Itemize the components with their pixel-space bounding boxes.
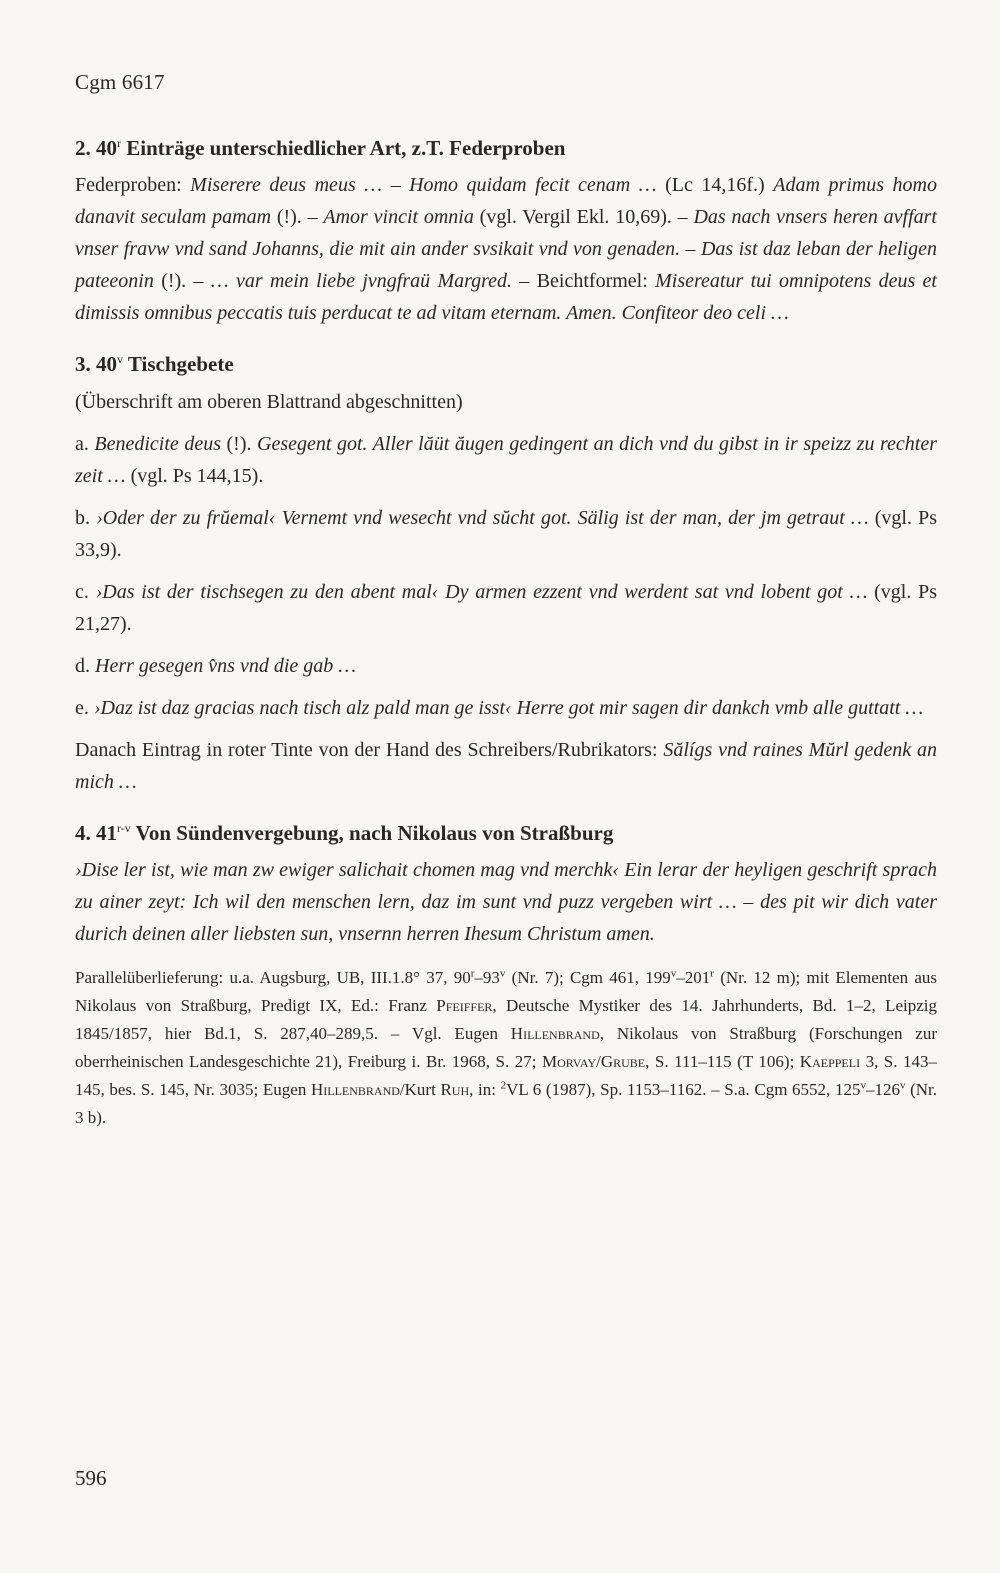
italic-text: … var mein liebe jvngfraü Margred. (210, 270, 513, 293)
italic-text: Misereatur tui omnipotens deus et dimissis omnibus peccatis tuis perducat te ad vitam eternam. Amen. Confiteor deo celi … (75, 270, 937, 325)
text-run: –126 (865, 1079, 900, 1099)
folio-side: r (117, 136, 121, 150)
text-run: –201 (676, 967, 711, 987)
text-run: (Nr. 7); Cgm 461, 199 (505, 967, 671, 987)
text-run: /Kurt (399, 1079, 441, 1099)
text-run: d. (75, 654, 95, 677)
bibliographic-note (75, 964, 937, 1132)
text-run: a. (75, 432, 95, 455)
entry-number: 3. 40 (75, 352, 117, 377)
catalog-entry (75, 351, 937, 797)
superscript: v (899, 1079, 906, 1092)
folio-side: r-v (117, 820, 131, 835)
text-run: (Lc 14,16f.) (656, 174, 774, 197)
superscript: v (670, 967, 677, 980)
entry-paragraph (75, 386, 937, 418)
entry-heading (75, 351, 937, 377)
text-run: (vgl. Ps 21,27). (75, 580, 937, 635)
italic-text: Das nach vnsers heren avffart vnser fravw vnd sand Johanns, die mit ain ander svsikait vnd von genaden. – Das ist daz leban der heligen pateeonin (75, 206, 937, 293)
list-item (75, 428, 937, 492)
catalog-entries (75, 135, 937, 1132)
entry-title: Von Sündenvergebung, nach Nikolaus von Straßburg (135, 820, 614, 845)
italic-text: ›Daz ist daz gracias nach tisch alz pald man ge isst‹ Herre got mir sagen dir dankch vmb alle guttatt … (93, 696, 924, 719)
italic-text: Herr gesegen v̂ns vnd die gab … (95, 654, 357, 677)
catalog-entry (75, 820, 937, 1132)
italic-text: Miserere deus meus … – Homo quidam fecit cenam … (190, 174, 657, 197)
entry-heading (75, 135, 937, 161)
italic-text: Amor vincit omnia (323, 206, 474, 229)
italic-text: Sălígs vnd raines Mŭrl gedenk an mich … (75, 738, 938, 793)
entry-number: 2. 40 (75, 136, 117, 160)
text-run: e. (75, 696, 94, 719)
entry-paragraph (75, 169, 937, 329)
text-run: Ruh (440, 1079, 470, 1099)
list-item (75, 502, 937, 566)
text-run: Hillenbrand (310, 1079, 400, 1099)
text-run: (!). – (271, 206, 324, 229)
text-run: VL 6 (1987), Sp. 1153–1162. – S.a. Cgm 6552, 125 (506, 1079, 861, 1099)
page-number: 596 (75, 1466, 107, 1490)
entry-paragraph (75, 854, 937, 950)
text-run: c. (75, 580, 96, 603)
catalog-entry (75, 135, 937, 329)
entry-number: 4. 41 (75, 820, 117, 845)
italic-text: Gesegent got. Aller lăüt ăugen gedingent an dich vnd du gibst in ir speizz zu rechter zeit … (75, 432, 937, 487)
italic-text: Benedicite deus (94, 432, 221, 455)
text-run: (Nr. 3 b). (75, 1079, 938, 1127)
text-run: – Beichtformel: (512, 270, 656, 293)
superscript: v (860, 1079, 866, 1092)
list-item (75, 650, 937, 682)
text-run: Morvay/Grube (541, 1051, 646, 1071)
list-item (75, 692, 937, 724)
text-run: (vgl. Vergil Ekl. 10,69). – (473, 206, 694, 229)
text-run: –93 (474, 967, 500, 987)
text-run: , Deutsche Mystiker des 14. Jahrhunderts, Bd. 1–2, Leipzig 1845/1857, hier Bd.1, S. 287,40–289,5. – Vgl. Eugen (75, 995, 937, 1043)
text-run: Hillenbrand (510, 1023, 600, 1043)
entry-heading (75, 820, 937, 846)
text-run: (vgl. Ps 144,15). (125, 464, 264, 487)
text-run: Federproben: (75, 174, 191, 197)
page-content (75, 70, 937, 1154)
entry-paragraph (75, 734, 937, 798)
text-run: Danach Eintrag in roter Tinte von der Hand des Schreibers/Rubrikators: (75, 738, 664, 761)
text-run: , S. 111–115 (T 106); (645, 1051, 800, 1071)
entry-title: Einträge unterschiedlicher Art, z.T. Federproben (126, 136, 566, 160)
italic-text: ›Oder der zu frŭemal‹ Vernemt vnd wesecht vnd sŭcht got. Sälig ist der man, der jm getraut … (96, 506, 869, 529)
italic-text: ›Dise ler ist, wie man zw ewiger salichait chomen mag vnd merchk‹ Ein lerar der heyligen geschrift sprach zu ainer zeyt: Ich wil den menschen lern, daz im sunt vnd puzz vergeben wirt … – des pit wir dich vater durich deinen aller liebsten sun, vnsernn herren Ihesum Christum amen. (75, 858, 937, 945)
text-run: Parallelüberlieferung: u.a. Augsburg, UB, III.1.8° 37, 90 (75, 967, 471, 987)
text-run: b. (75, 506, 97, 529)
text-run: (!). (220, 432, 258, 455)
text-run: 3, S. 143–145, bes. S. 145, Nr. 3035; Eugen (75, 1051, 938, 1099)
folio-side: v (117, 352, 123, 367)
text-run: Pfeiffer (436, 995, 493, 1015)
superscript: r (710, 967, 714, 980)
text-run: , Nikolaus von Straßburg (Forschungen zur oberrheinischen Landesgeschichte 21), Freiburg i. Br. 1968, S. 27; (75, 1023, 937, 1071)
superscript: r (470, 967, 475, 980)
list-item (75, 576, 937, 640)
text-run: Kaeppeli (799, 1051, 861, 1071)
text-run: (Nr. 12 m); mit Elementen aus Nikolaus von Straßburg, Predigt IX, Ed.: Franz (75, 967, 938, 1015)
text-run: (vgl. Ps 33,9). (75, 506, 938, 561)
entry-title: Tischgebete (127, 352, 234, 377)
italic-text: Adam primus homo danavit seculam pamam (75, 174, 937, 229)
superscript: v (499, 967, 506, 980)
superscript: 2 (500, 1079, 507, 1092)
text-run: (Überschrift am oberen Blattrand abgeschnitten) (75, 390, 463, 413)
text-run: , in: (469, 1079, 501, 1099)
running-head: Cgm 6617 (75, 70, 165, 94)
text-run: (!). – (153, 270, 211, 293)
italic-text: ›Das ist der tischsegen zu den abent mal‹ Dy armen ezzent vnd werdent sat vnd lobent got … (95, 580, 868, 603)
